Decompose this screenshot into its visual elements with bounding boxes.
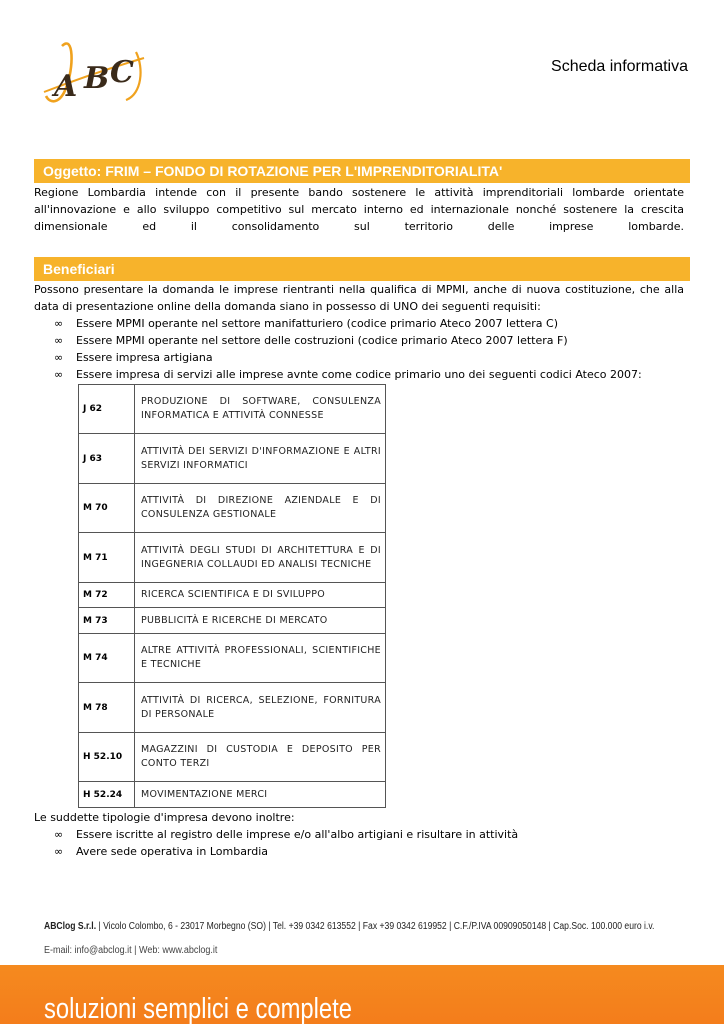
ateco-description: ALTRE ATTIVITÀ PROFESSIONALI, SCIENTIFICHE E TECNICHE [135,633,386,682]
ateco-description: MOVIMENTAZIONE MERCI [135,782,386,808]
list-item: ∞ Essere impresa artigiana [54,351,213,364]
table-row [79,434,386,483]
footer-contact: E-mail: info@abclog.it | Web: www.abclog.it [44,945,218,956]
beneficiari-intro: Possono presentare la domanda le imprese rientranti nella qualifica di MPMI, anche di nuova costituzione, che alla data di presentazione online della domanda siano in possesso di UNO dei seguenti requisiti: [34,283,684,313]
ateco-code: M 72 [79,582,135,608]
document-title: Scheda informativa [551,58,688,75]
requirements-list [34,315,642,383]
list-item: ∞ Essere iscritte al registro delle imprese e/o all'albo artigiani e risultare in attività [54,828,519,841]
company-details: | Vicolo Colombo, 6 - 23017 Morbegno (SO) | Tel. +39 0342 613552 | Fax +39 0342 619952 | C.F./P.IVA 00909050148 | Cap.Soc. 100.000 euro i.v. [96,921,655,932]
company-name: ABClog S.r.l. [44,921,97,932]
ateco-description: ATTIVITÀ DI DIREZIONE AZIENDALE E DI CONSULENZA GESTIONALE [135,483,386,532]
table-row [79,533,386,582]
further-requirements-intro: Le suddette tipologie d'impresa devono inoltre: [34,811,295,824]
ateco-code: M 73 [79,608,135,634]
table-row [79,385,386,434]
bullet-icon: ∞ [54,845,64,858]
ateco-description: RICERCA SCIENTIFICA E DI SVILUPPO [135,582,386,608]
bullet-icon: ∞ [54,351,64,364]
ateco-code: J 63 [79,434,135,483]
ateco-codes-table [78,384,386,808]
oggetto-heading: Oggetto: FRIM – FONDO DI ROTAZIONE PER L'IMPRENDITORIALITA' [34,159,690,183]
ateco-code: M 74 [79,633,135,682]
svg-text:A: A [54,69,78,104]
footer-company-info [44,921,654,932]
svg-text:C: C [110,55,134,90]
ateco-description: PUBBLICITÀ E RICERCHE DI MERCATO [135,608,386,634]
ateco-code: M 71 [79,533,135,582]
ateco-description: ATTIVITÀ DEGLI STUDI DI ARCHITETTURA E DI INGEGNERIA COLLAUDI ED ANALISI TECNICHE [135,533,386,582]
ateco-code: H 52.24 [79,782,135,808]
ateco-code: H 52.10 [79,732,135,781]
table-row [79,633,386,682]
svg-text:B: B [84,61,110,96]
list-item: ∞ Essere MPMI operante nel settore delle costruzioni (codice primario Ateco 2007 lettera F) [54,334,568,347]
table-row [79,483,386,532]
ateco-description: ATTIVITÀ DEI SERVIZI D'INFORMAZIONE E ALTRI SERVIZI INFORMATICI [135,434,386,483]
bullet-icon: ∞ [54,317,64,330]
table-row [79,608,386,634]
beneficiari-heading: Beneficiari [34,257,690,281]
bullet-icon: ∞ [54,368,64,381]
further-requirements-list [34,826,518,860]
list-item: ∞ Essere MPMI operante nel settore manifatturiero (codice primario Ateco 2007 lettera C) [54,317,558,330]
oggetto-text: Regione Lombardia intende con il presente bando sostenere le attività imprenditoriali lombarde orientate all'innovazione e allo sviluppo competitivo sul mercato interno ed internazionale nonché sostenere la crescita dimensionale ed il consolidamento sul territorio delle imprese lombarde. [34,186,684,233]
footer-tagline: soluzioni semplici e complete [44,993,352,1025]
list-item: ∞ Avere sede operativa in Lombardia [54,845,269,858]
ateco-description: PRODUZIONE DI SOFTWARE, CONSULENZA INFORMATICA E ATTIVITÀ CONNESSE [135,385,386,434]
table-row [79,732,386,781]
bullet-icon: ∞ [54,828,64,841]
ateco-code: J 62 [79,385,135,434]
ateco-code: M 78 [79,683,135,732]
ateco-description: ATTIVITÀ DI RICERCA, SELEZIONE, FORNITURA DI PERSONALE [135,683,386,732]
bullet-icon: ∞ [54,334,64,347]
ateco-code: M 70 [79,483,135,532]
table-row [79,782,386,808]
ateco-description: MAGAZZINI DI CUSTODIA E DEPOSITO PER CONTO TERZI [135,732,386,781]
abc-logo [40,38,150,108]
list-item: ∞ Essere impresa di servizi alle imprese avnte come codice primario uno dei seguenti codici Ateco 2007: [54,368,642,381]
table-row [79,683,386,732]
table-row [79,582,386,608]
